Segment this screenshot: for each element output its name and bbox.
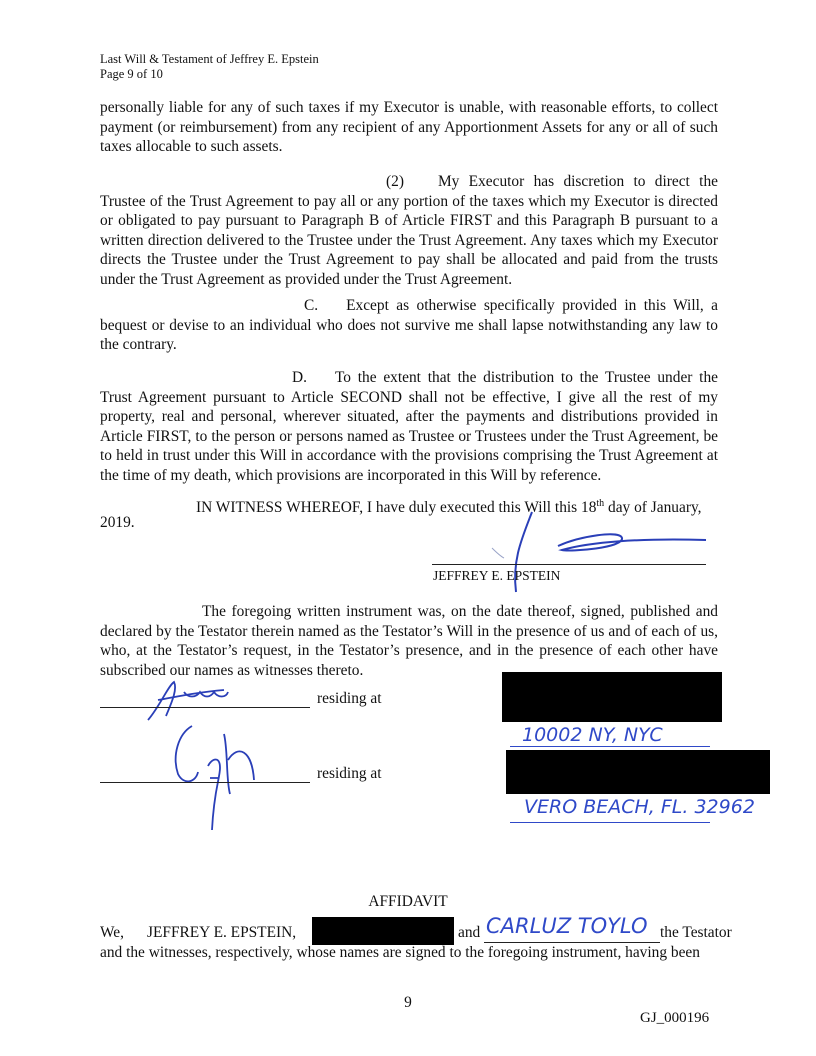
witness-1-residing-label: residing at (317, 690, 382, 707)
witness-2-signature (168, 720, 288, 830)
testator-name: JEFFREY E. EPSTEIN (433, 568, 561, 583)
testator-signature-line (432, 564, 706, 565)
paragraph-c-label: C. (304, 297, 319, 314)
witness-2-address-underline (510, 822, 710, 823)
paragraph-2-text: My Executor has discretion to direct the Trustee of the Trust Agreement to pay all or any portion of the taxes which my Executor is directed or obligated to pay pursuant to Paragraph B of Article FIRST and this Paragraph B pursuant to a written direction delivered to the Trustee under the Trust Agreement. Any taxes which my Executor directs the Trustee under the Trust Agreement to pay shall be allocated and paid from the trusts under the Trust Agreement as provided under the Trust Agreement. (100, 173, 718, 288)
witness-1-address-underline (510, 746, 710, 747)
paragraph-d-text: To the extent that the distribution to the Trustee under the Trust Agreement pursuant to Article SECOND shall not be effective, I give all the rest of my property, real and personal, wherever situated, after the payments and distributions provided in Article FIRST, to the person or persons named as Trustee or Trustees under the Trust Agreement, be to held in trust under this Will in accordance with the provisions comprising the Trust Agreement at the time of my death, which provisions are incorporated in this Will by reference. (100, 369, 718, 484)
paragraph-d-label: D. (292, 369, 307, 386)
witness-2-address: VERO BEACH, FL. 32962 (524, 796, 755, 818)
affidavit-testator-text: the Testator (660, 924, 732, 941)
affidavit-handwritten-name: CARLUZ TOYLO (486, 914, 648, 938)
witness-1-address: 10002 NY, NYC (522, 724, 663, 746)
witness-year: 2019. (100, 514, 135, 531)
attestation-clause: The foregoing written instrument was, on the date thereof, signed, published and declared by the Testator therein named as the Testator’s Will in the presence of us and of each of us, who, at the Testator’s request, in the Testator’s presence, and in the presence of each other have subscribed our names as witnesses thereto. (100, 603, 718, 679)
witness-2-signature-line (100, 782, 310, 783)
header-title: Last Will & Testament of Jeffrey E. Epstein (100, 52, 319, 66)
witness-whereof: IN WITNESS WHEREOF, I have duly executed this Will this 18th day of January, (196, 498, 702, 517)
affidavit-line-2: and the witnesses, respectively, whose names are signed to the foregoing instrument, having been (100, 944, 700, 961)
bates-number: GJ_000196 (640, 1010, 710, 1026)
redaction-block (502, 672, 722, 722)
redaction-block (506, 750, 770, 794)
affidavit-name-line (484, 942, 660, 943)
affidavit-and: and (458, 924, 481, 941)
affidavit-heading: AFFIDAVIT (368, 893, 448, 910)
header (100, 52, 319, 82)
page-number: 9 (404, 994, 412, 1011)
witness-2-residing-label: residing at (317, 765, 382, 782)
redaction-block (312, 917, 454, 945)
paragraph-2 (100, 172, 718, 290)
paragraph-taxes-liability: personally liable for any of such taxes if my Executor is unable, with reasonable efforts, to collect payment (or reimbursement) from any recipient of any Apportionment Assets for any or all of such taxes allocable to such assets. (100, 99, 718, 156)
affidavit-we: We, (100, 924, 124, 941)
paragraph-2-label: (2) (386, 173, 404, 190)
paragraph-d (100, 368, 718, 486)
header-page-of: Page 9 of 10 (100, 67, 163, 81)
witness-1-signature-line (100, 707, 310, 708)
paragraph-c-text: Except as otherwise specifically provided in this Will, a bequest or devise to an individual who does not survive me shall lapse notwithstanding any law to the contrary. (100, 297, 718, 354)
paragraph-c (100, 296, 718, 355)
witness-1-signature (140, 676, 250, 726)
affidavit-testator-name: JEFFREY E. EPSTEIN, (147, 924, 297, 941)
